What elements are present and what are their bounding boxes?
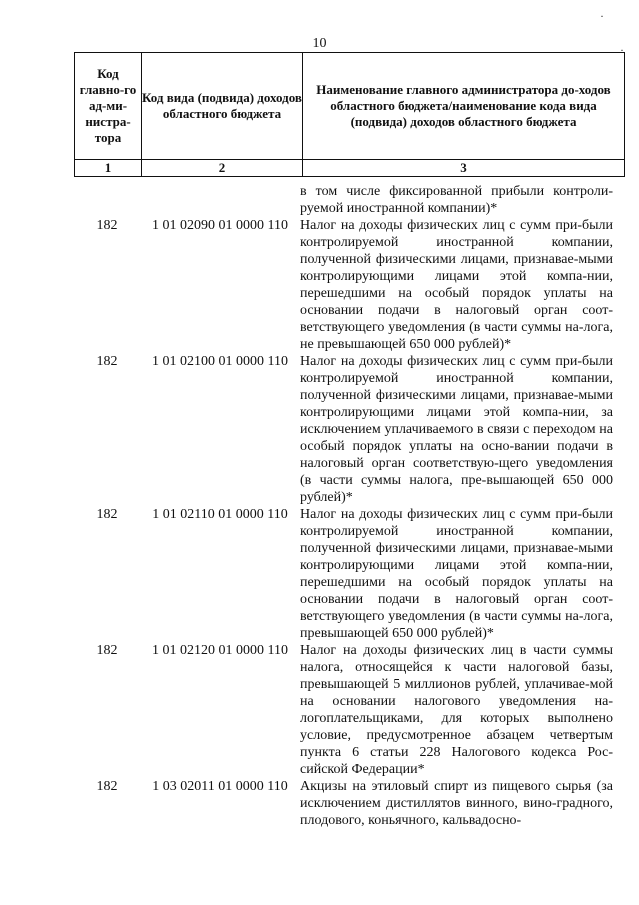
income-name: в том числе фиксированной прибыли контроли-руемой иностранной компании)* — [300, 184, 613, 216]
admin-code: 182 — [96, 643, 118, 658]
income-code: 1 03 02011 01 0000 110 — [152, 779, 288, 794]
admin-code: 182 — [96, 218, 118, 233]
column-number-1: 1 — [75, 160, 142, 177]
column-number-2: 2 — [142, 160, 303, 177]
admin-code: 182 — [96, 779, 118, 794]
column-number-row — [75, 160, 625, 177]
income-name: Налог на доходы физических лиц с сумм при-были контролируемой иностранной компании, полученной физическими лицами, признавае-мыми контролирующими лицами этой компа-нии, перешедшими на особый порядок уплаты на основании подачи в налоговый орган соот-ветствующего уведомления (в части суммы на-лога, не превышающей 650 000 рублей)* — [300, 218, 613, 352]
scan-speck: · — [620, 43, 624, 57]
admin-code: 182 — [96, 354, 118, 369]
income-name: Налог на доходы физических лиц с сумм при-были контролируемой иностранной компании, полученной физическими лицами, признавае-мыми контролирующими лицами этой компа-нии, перешедшими на особый порядок уплаты на основании подачи в налоговый орган соот-ветствующего уведомления (в части суммы на-лога, превышающей 650 000 рублей)* — [300, 507, 613, 641]
table-row — [74, 217, 614, 353]
income-code: 1 01 02090 01 0000 110 — [152, 218, 288, 233]
income-code: 1 01 02120 01 0000 110 — [152, 643, 288, 658]
income-name: Налог на доходы физических лиц в части суммы налога, относящейся к части налоговой базы, превышающей 5 миллионов рублей, уплачивае-мой на основании налогового уведомления на-логоплательщиками, для которых выполнено условие, предусмотренное абзацем четвертым пункта 6 статьи 228 Налогового кодекса Рос-сийской Федерации* — [300, 643, 613, 777]
header-name: Наименование главного администратора до-ходов областного бюджета/наименование кода вида (подвида) доходов областного бюджета — [303, 53, 625, 160]
admin-code: 182 — [96, 507, 118, 522]
column-number-3: 3 — [303, 160, 625, 177]
table-row — [74, 778, 614, 829]
table-row — [74, 183, 614, 217]
income-code: 1 01 02110 01 0000 110 — [152, 507, 288, 522]
table-row — [74, 506, 614, 642]
income-code: 1 01 02100 01 0000 110 — [152, 354, 288, 369]
scan-speck: · — [600, 9, 604, 23]
header-income-code: Код вида (подвида) доходов областного бюджета — [142, 53, 303, 160]
header-admin-code: Код главно-го ад-ми-нистра-тора — [75, 53, 142, 160]
page-number: 10 — [312, 36, 327, 51]
table-row — [74, 642, 614, 778]
income-name: Налог на доходы физических лиц с сумм при-были контролируемой иностранной компании, полученной физическими лицами, признавае-мыми контролирующими лицами этой компа-нии, за исключением уплачиваемого в связи с переходом на особый порядок уплаты на осно-вании подачи в налоговый орган соответствую-щего уведомления (в части суммы налога, пре-вышающей 650 000 рублей)* — [300, 354, 613, 505]
header-row — [75, 53, 625, 160]
income-name: Акцизы на этиловый спирт из пищевого сырья (за исключением дистиллятов винного, вино-градного, плодового, коньячного, кальвадосно- — [300, 779, 613, 828]
table-header — [74, 52, 625, 177]
table-body — [74, 183, 614, 829]
table-row — [74, 353, 614, 506]
